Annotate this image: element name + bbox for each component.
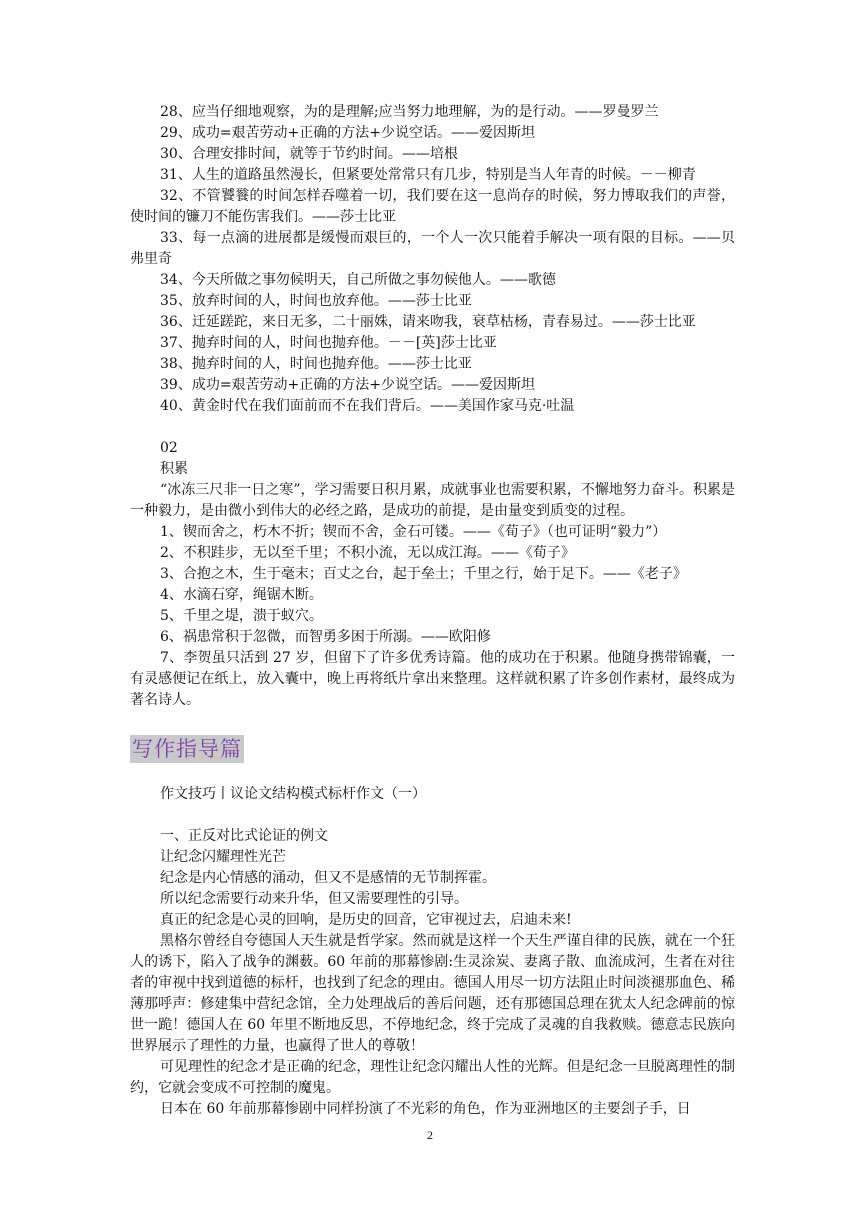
quote-item: 31、人生的道路虽然漫长，但紧要处常常只有几步，特别是当人年青的时候。－－柳青 — [160, 167, 696, 183]
accumulation-item: 6、祸患常积于忽微，而智勇多困于所溺。——欧阳修 — [160, 629, 491, 645]
quote-item: 39、成功=艰苦劳动+正确的方法+少说空话。——爱因斯坦 — [160, 377, 536, 393]
accumulation-item: 5、千里之堤，溃于蚁穴。 — [160, 608, 323, 624]
page-number: 2 — [427, 1128, 433, 1142]
quote-item: 35、放弃时间的人，时间也放弃他。——莎士比亚 — [160, 293, 472, 309]
quote-item: 37、抛弃时间的人，时间也抛弃他。－－[英]莎士比亚 — [160, 335, 497, 351]
essay-paragraph: 黑格尔曾经自夸德国人天生就是哲学家。然而就是这样一个天生严谨自律的民族，就在一个狂人的诱下，陷入了战争的渊薮。60 年前的那幕惨剧:生灵涂炭、妻离子散、血流成河，生者在对往者的审视中找到道德的标杆，也找到了纪念的理由。德国人用尽一切方法阻止时间淡褪那血色、稀薄那呼声：修建集中营纪念馆，全力处理战后的善后问题，还有那德国总理在犹太人纪念碑前的惊世一跪！德国人在 60 年里不断地反思，不停地纪念，终于完成了灵魂的自我救赎。德意志民族向世界展示了理性的力量，也赢得了世人的尊敬！ — [130, 933, 735, 1054]
quote-item: 28、应当仔细地观察，为的是理解;应当努力地理解，为的是行动。——罗曼罗兰 — [160, 104, 659, 120]
section-accumulation — [130, 438, 735, 711]
accumulation-item: 1、锲而舍之，朽木不折；锲而不舍，金石可镂。——《荀子》（也可证明“毅力”） — [160, 524, 667, 540]
quote-item: 38、抛弃时间的人，时间也抛弃他。——莎士比亚 — [160, 356, 472, 372]
essay-paragraph: 真正的纪念是心灵的回响，是历史的回音，它审视过去，启迪未来! — [160, 912, 572, 928]
accumulation-item: 4、水滴石穿，绳锯木断。 — [160, 587, 323, 603]
quote-item: 29、成功=艰苦劳动+正确的方法+少说空话。——爱因斯坦 — [160, 125, 536, 141]
essay-paragraph: 纪念是内心情感的涌动，但又不是感情的无节制挥霍。 — [160, 870, 496, 886]
section-title: 积累 — [160, 461, 188, 477]
quote-list — [130, 102, 735, 417]
document-page — [130, 102, 735, 1120]
accumulation-item: 2、不积跬步，无以至千里；不积小流，无以成江海。——《荀子》 — [160, 545, 575, 561]
writing-guide-heading-wrap — [130, 735, 735, 763]
quote-item: 40、黄金时代在我们面前而不在我们背后。——美国作家马克·吐温 — [160, 398, 575, 414]
quote-item: 36、迁延蹉跎，来日无多，二十丽姝，请来吻我，衰草枯杨，青春易过。——莎士比亚 — [160, 314, 696, 330]
article-subtitle: 作文技巧丨议论文结构模式标杆作文（一） — [160, 786, 426, 802]
essay-title: 让纪念闪耀理性光芒 — [160, 849, 286, 865]
accumulation-item: 7、李贺虽只活到 27 岁，但留下了许多优秀诗篇。他的成功在于积累。他随身携带锦囊，一有灵感便记在纸上，放入囊中，晚上再将纸片拿出来整理。这样就积累了许多创作素材，最终成为著名诗人。 — [130, 650, 735, 708]
quote-item: 32、不管饕餮的时间怎样吞噬着一切，我们要在这一息尚存的时候，努力博取我们的声誉，使时间的镰刀不能伤害我们。——莎士比亚 — [130, 188, 735, 225]
essay-paragraph: 可见理性的纪念才是正确的纪念，理性让纪念闪耀出人性的光辉。但是纪念一旦脱离理性的制约，它就会变成不可控制的魔鬼。 — [130, 1059, 735, 1096]
quote-item: 30、合理安排时间，就等于节约时间。——培根 — [160, 146, 458, 162]
section-number: 02 — [160, 440, 178, 456]
accumulation-item: 3、合抱之木，生于毫末；百丈之台，起于垒土；千里之行，始于足下。——《老子》 — [160, 566, 687, 582]
essay-paragraph: 所以纪念需要行动来升华，但又需要理性的引导。 — [160, 891, 468, 907]
quote-item: 33、每一点滴的进展都是缓慢而艰巨的，一个人一次只能着手解决一项有限的目标。——贝弗里奇 — [130, 230, 735, 267]
quote-item: 34、今天所做之事勿候明天，自己所做之事勿候他人。——歌德 — [160, 272, 556, 288]
writing-guide-heading: 写作指导篇 — [132, 737, 242, 761]
essay-paragraph: 日本在 60 年前那幕惨剧中同样扮演了不光彩的角色，作为亚洲地区的主要刽子手，日 — [160, 1101, 691, 1117]
example-title: 一、正反对比式论证的例文 — [160, 828, 328, 844]
section-intro: “冰冻三尺非一日之寒”，学习需要日积月累，成就事业也需要积累，不懈地努力奋斗。积累是一种毅力，是由微小到伟大的必经之路，是成功的前提，是由量变到质变的过程。 — [130, 482, 735, 519]
